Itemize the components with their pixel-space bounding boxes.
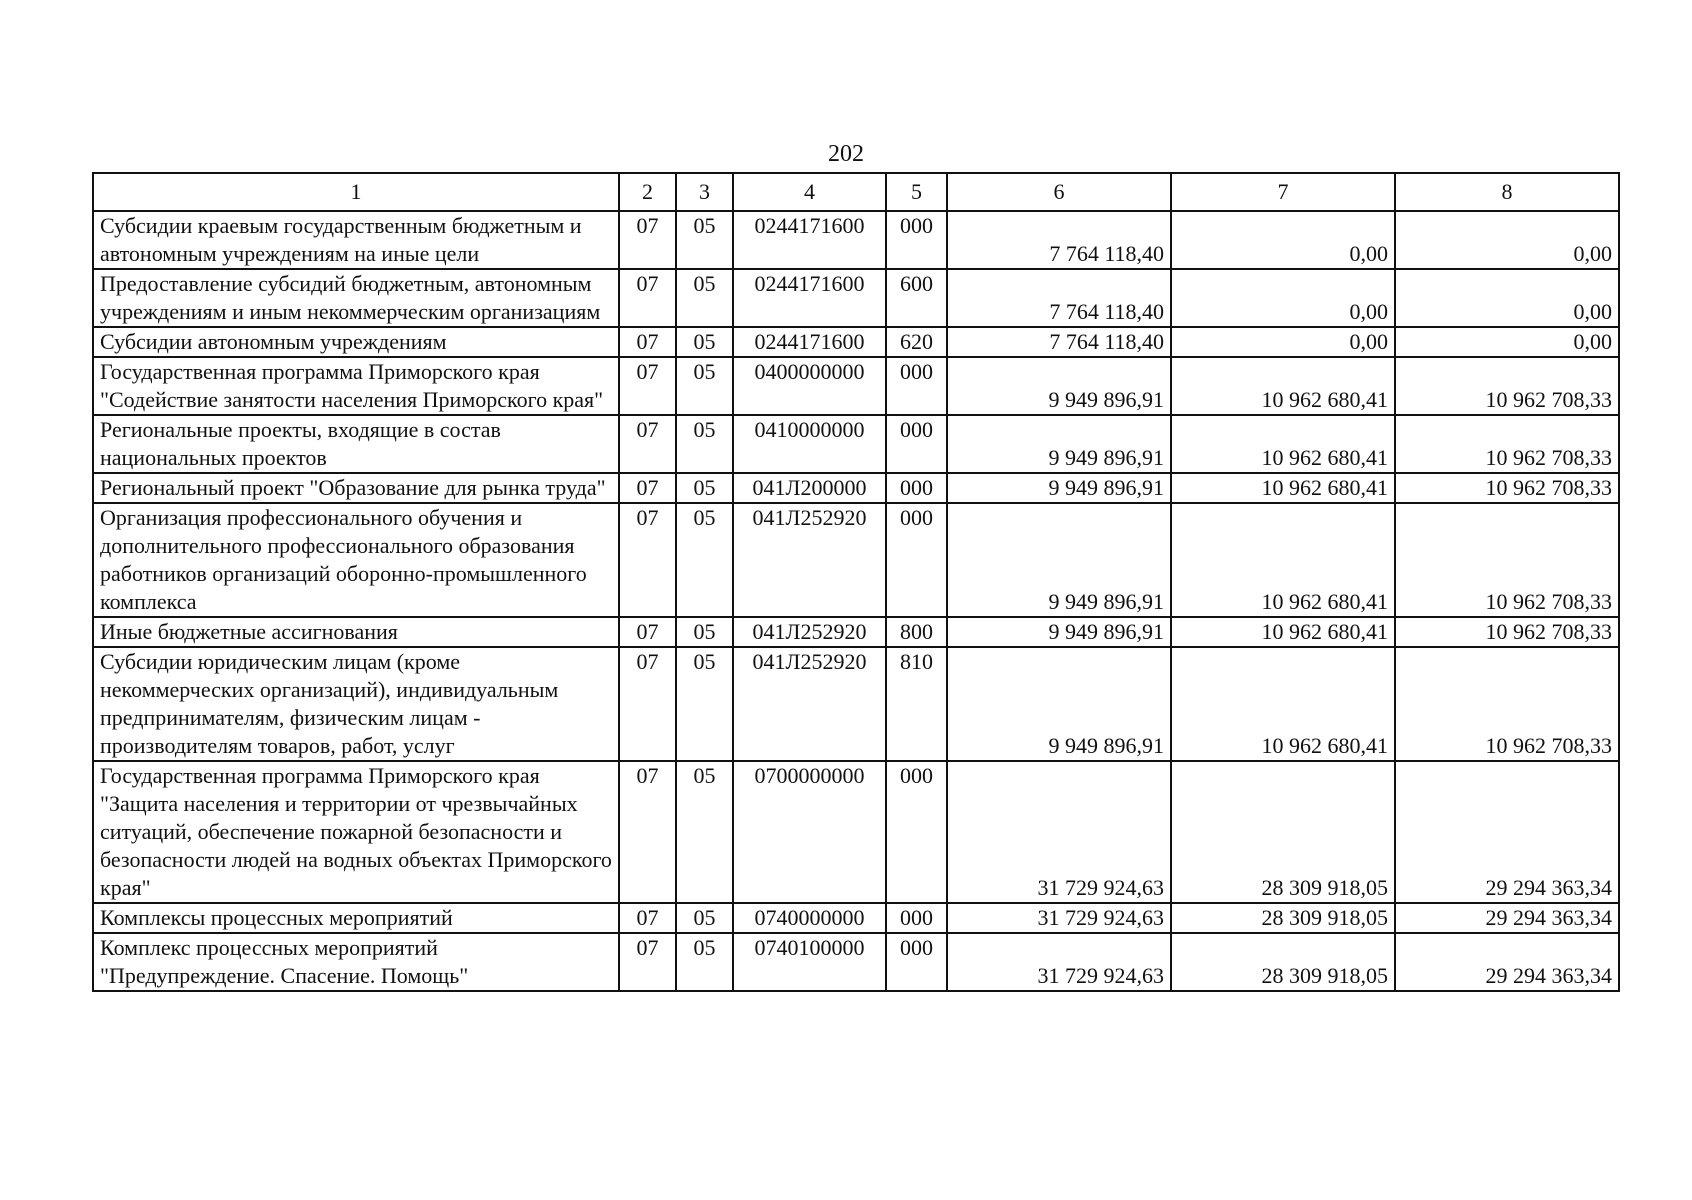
table-row bbox=[93, 473, 1619, 503]
row-name-cell: Организация профессионального обучения и дополнительного профессионального образования работников организаций оборонно-промышленного комплекса bbox=[93, 503, 619, 617]
section-code-cell: 07 bbox=[619, 933, 676, 991]
amount-cell: 10 962 708,33 bbox=[1395, 357, 1619, 415]
expense-type-cell: 000 bbox=[886, 357, 947, 415]
subsection-code-cell: 05 bbox=[676, 503, 733, 617]
amount-cell: 10 962 680,41 bbox=[1171, 503, 1395, 617]
amount-cell: 29 294 363,34 bbox=[1395, 933, 1619, 991]
table-row bbox=[93, 503, 1619, 617]
amount-cell: 9 949 896,91 bbox=[947, 503, 1171, 617]
amount-cell: 31 729 924,63 bbox=[947, 903, 1171, 933]
expense-type-cell: 000 bbox=[886, 903, 947, 933]
expense-type-cell: 000 bbox=[886, 211, 947, 269]
section-code-cell: 07 bbox=[619, 617, 676, 647]
amount-cell: 28 309 918,05 bbox=[1171, 761, 1395, 903]
target-article-cell: 0700000000 bbox=[733, 761, 886, 903]
subsection-code-cell: 05 bbox=[676, 617, 733, 647]
row-name-cell: Государственная программа Приморского края "Содействие занятости населения Приморского края" bbox=[93, 357, 619, 415]
row-name-cell: Предоставление субсидий бюджетным, автономным учреждениям и иным некоммерческим организациям bbox=[93, 269, 619, 327]
subsection-code-cell: 05 bbox=[676, 933, 733, 991]
expense-type-cell: 000 bbox=[886, 503, 947, 617]
section-code-cell: 07 bbox=[619, 327, 676, 357]
amount-cell: 9 949 896,91 bbox=[947, 415, 1171, 473]
amount-cell: 7 764 118,40 bbox=[947, 269, 1171, 327]
amount-cell: 10 962 680,41 bbox=[1171, 357, 1395, 415]
table-row bbox=[93, 327, 1619, 357]
amount-cell: 9 949 896,91 bbox=[947, 473, 1171, 503]
amount-cell: 10 962 708,33 bbox=[1395, 617, 1619, 647]
row-name-cell: Субсидии краевым государственным бюджетным и автономным учреждениям на иные цели bbox=[93, 211, 619, 269]
section-code-cell: 07 bbox=[619, 761, 676, 903]
amount-cell: 10 962 708,33 bbox=[1395, 647, 1619, 761]
target-article-cell: 0244171600 bbox=[733, 327, 886, 357]
column-header: 5 bbox=[886, 173, 947, 211]
target-article-cell: 0740100000 bbox=[733, 933, 886, 991]
table-row bbox=[93, 415, 1619, 473]
amount-cell: 10 962 708,33 bbox=[1395, 503, 1619, 617]
amount-cell: 7 764 118,40 bbox=[947, 327, 1171, 357]
section-code-cell: 07 bbox=[619, 211, 676, 269]
target-article-cell: 0740000000 bbox=[733, 903, 886, 933]
amount-cell: 29 294 363,34 bbox=[1395, 903, 1619, 933]
amount-cell: 0,00 bbox=[1395, 327, 1619, 357]
table-row bbox=[93, 269, 1619, 327]
subsection-code-cell: 05 bbox=[676, 761, 733, 903]
amount-cell: 9 949 896,91 bbox=[947, 647, 1171, 761]
subsection-code-cell: 05 bbox=[676, 903, 733, 933]
amount-cell: 10 962 708,33 bbox=[1395, 473, 1619, 503]
target-article-cell: 0244171600 bbox=[733, 211, 886, 269]
column-header: 1 bbox=[93, 173, 619, 211]
amount-cell: 9 949 896,91 bbox=[947, 617, 1171, 647]
target-article-cell: 041Л252920 bbox=[733, 503, 886, 617]
row-name-cell: Государственная программа Приморского края "Защита населения и территории от чрезвычайных ситуаций, обеспечение пожарной безопасности и безопасности людей на водных объектах Приморского края" bbox=[93, 761, 619, 903]
table-row bbox=[93, 761, 1619, 903]
expense-type-cell: 600 bbox=[886, 269, 947, 327]
expense-type-cell: 000 bbox=[886, 933, 947, 991]
subsection-code-cell: 05 bbox=[676, 327, 733, 357]
target-article-cell: 041Л200000 bbox=[733, 473, 886, 503]
amount-cell: 0,00 bbox=[1395, 211, 1619, 269]
expense-type-cell: 620 bbox=[886, 327, 947, 357]
column-header: 3 bbox=[676, 173, 733, 211]
amount-cell: 9 949 896,91 bbox=[947, 357, 1171, 415]
section-code-cell: 07 bbox=[619, 415, 676, 473]
amount-cell: 10 962 680,41 bbox=[1171, 415, 1395, 473]
subsection-code-cell: 05 bbox=[676, 647, 733, 761]
column-header: 2 bbox=[619, 173, 676, 211]
amount-cell: 10 962 680,41 bbox=[1171, 473, 1395, 503]
target-article-cell: 041Л252920 bbox=[733, 617, 886, 647]
amount-cell: 28 309 918,05 bbox=[1171, 903, 1395, 933]
table-row bbox=[93, 933, 1619, 991]
section-code-cell: 07 bbox=[619, 647, 676, 761]
table-row bbox=[93, 617, 1619, 647]
subsection-code-cell: 05 bbox=[676, 269, 733, 327]
column-header: 6 bbox=[947, 173, 1171, 211]
row-name-cell: Комплексы процессных мероприятий bbox=[93, 903, 619, 933]
expense-type-cell: 000 bbox=[886, 415, 947, 473]
table-body bbox=[93, 173, 1619, 991]
budget-table bbox=[92, 172, 1620, 992]
row-name-cell: Субсидии юридическим лицам (кроме некоммерческих организаций), индивидуальным предпринимателям, физическим лицам - производителям товаров, работ, услуг bbox=[93, 647, 619, 761]
row-name-cell: Региональный проект "Образование для рынка труда" bbox=[93, 473, 619, 503]
amount-cell: 29 294 363,34 bbox=[1395, 761, 1619, 903]
subsection-code-cell: 05 bbox=[676, 415, 733, 473]
amount-cell: 10 962 680,41 bbox=[1171, 617, 1395, 647]
column-header: 7 bbox=[1171, 173, 1395, 211]
target-article-cell: 0244171600 bbox=[733, 269, 886, 327]
row-name-cell: Комплекс процессных мероприятий "Предупреждение. Спасение. Помощь" bbox=[93, 933, 619, 991]
expense-type-cell: 810 bbox=[886, 647, 947, 761]
table-row bbox=[93, 903, 1619, 933]
target-article-cell: 041Л252920 bbox=[733, 647, 886, 761]
amount-cell: 31 729 924,63 bbox=[947, 933, 1171, 991]
section-code-cell: 07 bbox=[619, 903, 676, 933]
section-code-cell: 07 bbox=[619, 357, 676, 415]
amount-cell: 0,00 bbox=[1171, 269, 1395, 327]
column-header: 8 bbox=[1395, 173, 1619, 211]
row-name-cell: Иные бюджетные ассигнования bbox=[93, 617, 619, 647]
target-article-cell: 0410000000 bbox=[733, 415, 886, 473]
subsection-code-cell: 05 bbox=[676, 473, 733, 503]
column-header: 4 bbox=[733, 173, 886, 211]
amount-cell: 0,00 bbox=[1171, 327, 1395, 357]
table-row bbox=[93, 211, 1619, 269]
subsection-code-cell: 05 bbox=[676, 211, 733, 269]
amount-cell: 31 729 924,63 bbox=[947, 761, 1171, 903]
subsection-code-cell: 05 bbox=[676, 357, 733, 415]
amount-cell: 10 962 680,41 bbox=[1171, 647, 1395, 761]
amount-cell: 28 309 918,05 bbox=[1171, 933, 1395, 991]
expense-type-cell: 000 bbox=[886, 761, 947, 903]
row-name-cell: Региональные проекты, входящие в состав национальных проектов bbox=[93, 415, 619, 473]
expense-type-cell: 000 bbox=[886, 473, 947, 503]
row-name-cell: Субсидии автономным учреждениям bbox=[93, 327, 619, 357]
amount-cell: 0,00 bbox=[1395, 269, 1619, 327]
section-code-cell: 07 bbox=[619, 503, 676, 617]
expense-type-cell: 800 bbox=[886, 617, 947, 647]
table-row bbox=[93, 647, 1619, 761]
table-row bbox=[93, 357, 1619, 415]
amount-cell: 10 962 708,33 bbox=[1395, 415, 1619, 473]
page-number: 202 bbox=[828, 141, 864, 167]
column-header-row bbox=[93, 173, 1619, 211]
section-code-cell: 07 bbox=[619, 473, 676, 503]
target-article-cell: 0400000000 bbox=[733, 357, 886, 415]
amount-cell: 7 764 118,40 bbox=[947, 211, 1171, 269]
section-code-cell: 07 bbox=[619, 269, 676, 327]
amount-cell: 0,00 bbox=[1171, 211, 1395, 269]
